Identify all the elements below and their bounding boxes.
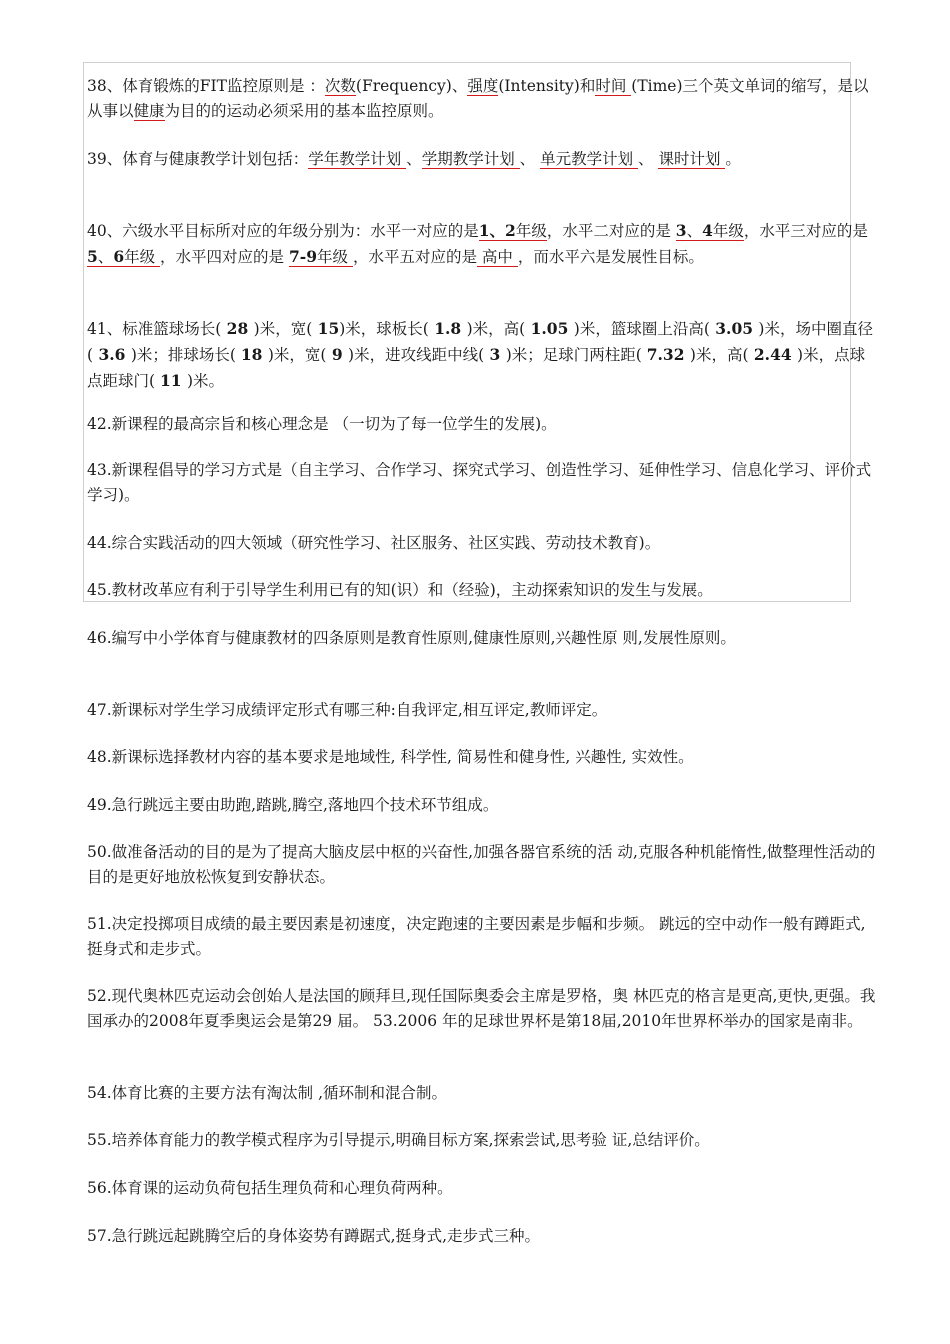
answer-blank: 年级 (124, 248, 161, 266)
answer-blank: 学年教学计划 (308, 150, 407, 168)
item-43 (87, 458, 877, 508)
item-text: 52.现代奥林匹克运动会创始人是法国的顾拜旦,现任国际奥委会主席是罗格，奥 林匹克的格言是更高,更快,更强。我国承办的2008年夏季奥运会是第29 届。 53.2006 年的足球世界杯是第18届,2010年世界杯举办的国家是南非。 (87, 987, 876, 1030)
item-text: ，水平二对应的是 (546, 222, 676, 240)
answer-blank: 年级 (515, 222, 547, 240)
item-text: )米，篮球圈上沿高( (573, 320, 710, 338)
item-54 (87, 1081, 877, 1106)
item-text: ，而水平六是发展性目标。 (517, 248, 704, 266)
item-text: 7.32 (646, 345, 690, 364)
answer-blank: 课时计划 (658, 150, 726, 168)
item-text: 9 (326, 345, 349, 364)
item-text: 、 (406, 150, 422, 168)
item-40 (87, 218, 877, 270)
item-45 (87, 578, 877, 603)
answer-blank: 健康 (133, 102, 165, 120)
item-42 (87, 412, 877, 437)
item-39 (87, 147, 877, 172)
answer-blank: 7-9 (288, 247, 317, 266)
item-text: )米，场中圈直径( (87, 320, 873, 364)
item-47 (87, 698, 877, 723)
item-text: 48.新课标选择教材内容的基本要求是地域性, 科学性, 简易性和健身性, 兴趣性, 实效性。 (87, 748, 694, 766)
item-44 (87, 531, 877, 556)
item-text: 39、体育与健康教学计划包括： (87, 150, 309, 168)
answer-blank: 5 (87, 247, 98, 266)
item-text: 55.培养体育能力的教学模式程序为引导提示,明确目标方案,探索尝试,思考验 证,总结评价。 (87, 1131, 710, 1149)
item-text: 41、标准篮球场长( (87, 320, 222, 338)
item-text: 11 (159, 371, 187, 390)
item-text: )米，进攻线距中线( (348, 346, 485, 364)
item-text: 3 (484, 345, 506, 364)
item-text: 2.44 (748, 345, 798, 364)
item-text: )米。 (186, 372, 225, 390)
item-text: )米，宽( (253, 320, 313, 338)
item-text: 3.6 (93, 345, 131, 364)
item-56 (87, 1176, 877, 1201)
item-text: 、 (638, 150, 659, 168)
item-38 (87, 74, 877, 124)
item-text: )米，宽( (267, 346, 327, 364)
item-text: 50.做准备活动的目的是为了提高大脑皮层中枢的兴奋性,加强各器官系统的活 动,克服各种机能惰性,做整理性活动的目的是更好地放松恢复到安静状态。 (87, 843, 876, 886)
item-text: 49.急行跳远主要由助跑,踏跳,腾空,落地四个技术环节组成。 (87, 796, 499, 814)
item-text: 。 (725, 150, 741, 168)
item-text: 43.新课程倡导的学习方式是（自主学习、合作学习、探究式学习、创造性学习、延伸性学习、信息化学习、评价式学习)。 (87, 461, 872, 504)
item-57 (87, 1224, 877, 1249)
item-text: 47.新课标对学生学习成绩评定形式有哪三种:自我评定,相互评定,教师评定。 (87, 701, 608, 719)
item-48 (87, 745, 877, 770)
item-text: ，水平五对应的是 (352, 248, 477, 266)
answer-blank: 年级 (712, 222, 744, 240)
answer-blank: 年级 (317, 248, 353, 266)
answer-blank: 4 (702, 221, 713, 240)
item-text: (Frequency)、 (355, 77, 468, 95)
item-text: 46.编写中小学体育与健康教材的四条原则是教育性原则,健康性原则,兴趣性原 则,发展性原则。 (87, 629, 736, 647)
item-46 (87, 626, 877, 651)
item-text: 57.急行跳远起跳腾空后的身体姿势有蹲踞式,挺身式,走步式三种。 (87, 1227, 541, 1245)
answer-blank: 、 (97, 248, 114, 266)
item-49 (87, 793, 877, 818)
answer-blank: 6 (113, 247, 125, 266)
item-text: )米；足球门两柱距( (505, 346, 647, 364)
answer-blank: 单元教学计划 (540, 150, 638, 168)
item-text: )米，球板长( (339, 320, 429, 338)
item-text: 28 (221, 319, 254, 338)
answer-blank: 强度 (467, 77, 499, 95)
item-52 (87, 984, 877, 1034)
item-text: ，水平三对应的是 (743, 222, 868, 240)
item-51 (87, 912, 877, 962)
item-text: (Time)三个英文单词的缩写，是以从事以 (87, 77, 869, 120)
answer-blank: 时间 (595, 77, 632, 95)
item-text: (Intensity)和 (498, 77, 596, 95)
item-text: 51.决定投掷项目成绩的最主要因素是初速度，决定跑速的主要因素是步幅和步频。 跳远的空中动作一般有蹲距式,挺身式和走步式。 (87, 915, 866, 958)
item-text: )米，高( (466, 320, 526, 338)
item-text: 42.新课程的最高宗旨和核心理念是 （一切为了每一位学生的发展)。 (87, 415, 557, 433)
answer-blank: 1、2 (478, 221, 516, 240)
item-50 (87, 840, 877, 890)
answer-blank: 、 (686, 222, 703, 240)
item-text: 40、六级水平目标所对应的年级分别为：水平一对应的是 (87, 222, 479, 240)
item-text: 54.体育比赛的主要方法有淘汰制 ,循环制和混合制。 (87, 1084, 448, 1102)
item-41 (87, 316, 877, 394)
item-text: 18 (240, 345, 268, 364)
item-text: 38、体育锻炼的FIT监控原则是 ： (87, 77, 325, 95)
item-text: ，水平四对应的是 (160, 248, 289, 266)
item-text: 1.05 (525, 319, 574, 338)
item-text: 45.教材改革应有利于引导学生利用已有的知(识）和（经验)，主动探索知识的发生与发展。 (87, 581, 713, 599)
item-text: )米；排球场长( (130, 346, 241, 364)
item-text: )米，高( (689, 346, 749, 364)
item-text: 1.8 (428, 319, 467, 338)
item-text: 3.05 (709, 319, 759, 338)
item-55 (87, 1128, 877, 1153)
item-text: 为目的的运动必须采用的基本监控原则。 (164, 102, 444, 120)
item-text: 15 (312, 319, 340, 338)
item-text: )米，点球点距球门( (87, 346, 866, 390)
item-text: 44.综合实践活动的四大领域（研究性学习、社区服务、社区实践、劳动技术教育)。 (87, 534, 661, 552)
item-text: 56.体育课的运动负荷包括生理负荷和心理负荷两种。 (87, 1179, 453, 1197)
answer-blank: 3 (675, 221, 687, 240)
item-text: 、 (519, 150, 541, 168)
answer-blank: 高中 (476, 248, 518, 266)
answer-blank: 学期教学计划 (421, 150, 520, 168)
answer-blank: 次数 (324, 77, 356, 95)
